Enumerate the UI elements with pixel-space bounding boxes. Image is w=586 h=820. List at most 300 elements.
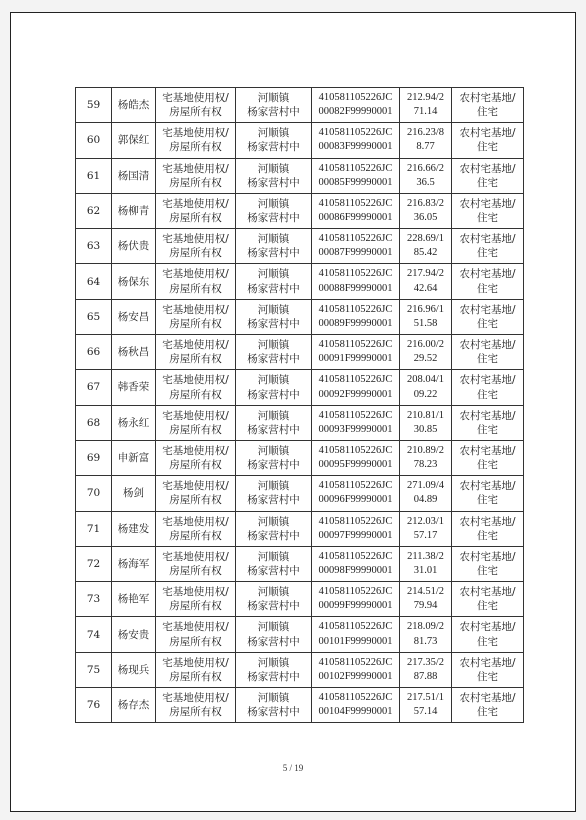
location-cell <box>236 335 312 370</box>
location-cell <box>236 652 312 687</box>
location-cell-line: 河顺镇 <box>257 162 290 175</box>
use-cell <box>452 652 524 687</box>
use-cell-line: 农村宅基地/ <box>459 197 516 210</box>
location-cell <box>236 688 312 723</box>
location-cell-line: 杨家营村中 <box>247 317 300 330</box>
use-cell-line: 住宅 <box>477 388 498 401</box>
code-cell-line: 00092F99990001 <box>318 388 393 400</box>
area-cell <box>400 546 452 581</box>
right-type-cell-line: 房屋所有权 <box>169 600 222 613</box>
right-type-cell <box>156 546 236 581</box>
right-type-cell-line: 宅基地使用权/ <box>162 480 229 493</box>
code-cell-line: 410581105226JC <box>318 409 393 421</box>
right-type-cell-line: 宅基地使用权/ <box>162 586 229 599</box>
location-cell-line: 杨家营村中 <box>247 388 300 401</box>
code-cell-line: 410581105226JC <box>318 303 393 315</box>
use-cell-line: 农村宅基地/ <box>459 162 516 175</box>
right-type-cell-line: 宅基地使用权/ <box>162 656 229 669</box>
table-row <box>76 582 524 617</box>
code-cell-line: 00096F99990001 <box>318 494 393 506</box>
area-cell-line: 212.03/1 <box>406 515 445 527</box>
code-cell-line: 00101F99990001 <box>318 635 393 647</box>
right-type-cell-line: 房屋所有权 <box>169 706 222 719</box>
row-number: 70 <box>76 476 112 511</box>
use-cell <box>452 546 524 581</box>
location-cell-line: 杨家营村中 <box>247 670 300 683</box>
area-cell-line: 87.88 <box>413 670 438 682</box>
location-cell <box>236 264 312 299</box>
right-type-cell-line: 宅基地使用权/ <box>162 127 229 140</box>
table-row <box>76 229 524 264</box>
area-cell-line: 57.17 <box>413 529 438 541</box>
code-cell <box>312 370 400 405</box>
location-cell-line: 河顺镇 <box>257 91 290 104</box>
code-cell-line: 00093F99990001 <box>318 423 393 435</box>
table-row <box>76 652 524 687</box>
code-cell-line: 00095F99990001 <box>318 459 393 471</box>
row-number: 71 <box>76 511 112 546</box>
area-cell-line: 81.73 <box>413 635 438 647</box>
area-cell-line: 78.23 <box>413 459 438 471</box>
location-cell <box>236 158 312 193</box>
table-row <box>76 370 524 405</box>
location-cell-line: 杨家营村中 <box>247 635 300 648</box>
row-number: 64 <box>76 264 112 299</box>
area-cell-line: 217.51/1 <box>406 692 445 704</box>
use-cell-line: 住宅 <box>477 459 498 472</box>
area-cell-line: 71.14 <box>413 106 438 118</box>
owner-name: 杨现兵 <box>112 652 156 687</box>
code-cell <box>312 299 400 334</box>
code-cell-line: 410581105226JC <box>318 339 393 351</box>
use-cell <box>452 370 524 405</box>
area-cell-line: 29.52 <box>413 353 438 365</box>
code-cell-line: 410581105226JC <box>318 692 393 704</box>
row-number: 75 <box>76 652 112 687</box>
use-cell-line: 住宅 <box>477 212 498 225</box>
location-cell <box>236 546 312 581</box>
area-cell-line: 85.42 <box>413 247 438 259</box>
location-cell-line: 杨家营村中 <box>247 176 300 189</box>
area-cell-line: 216.96/1 <box>406 303 445 315</box>
area-cell-line: 79.94 <box>413 600 438 612</box>
table-row <box>76 158 524 193</box>
code-cell <box>312 88 400 123</box>
use-cell-line: 住宅 <box>477 353 498 366</box>
use-cell <box>452 405 524 440</box>
use-cell-line: 农村宅基地/ <box>459 621 516 634</box>
right-type-cell-line: 宅基地使用权/ <box>162 162 229 175</box>
table-row <box>76 440 524 475</box>
right-type-cell <box>156 617 236 652</box>
use-cell-line: 住宅 <box>477 635 498 648</box>
area-cell <box>400 476 452 511</box>
right-type-cell <box>156 476 236 511</box>
right-type-cell-line: 宅基地使用权/ <box>162 374 229 387</box>
right-type-cell-line: 房屋所有权 <box>169 388 222 401</box>
use-cell-line: 住宅 <box>477 282 498 295</box>
registration-table <box>75 87 524 723</box>
right-type-cell-line: 房屋所有权 <box>169 282 222 295</box>
location-cell-line: 杨家营村中 <box>247 247 300 260</box>
table-row <box>76 123 524 158</box>
use-cell <box>452 335 524 370</box>
use-cell <box>452 264 524 299</box>
owner-name: 韩香荣 <box>112 370 156 405</box>
row-number: 72 <box>76 546 112 581</box>
location-cell-line: 河顺镇 <box>257 374 290 387</box>
table-row <box>76 511 524 546</box>
area-cell <box>400 582 452 617</box>
use-cell-line: 农村宅基地/ <box>459 409 516 422</box>
right-type-cell <box>156 335 236 370</box>
use-cell-line: 农村宅基地/ <box>459 339 516 352</box>
area-cell <box>400 617 452 652</box>
right-type-cell <box>156 688 236 723</box>
area-cell <box>400 299 452 334</box>
row-number: 62 <box>76 193 112 228</box>
use-cell <box>452 229 524 264</box>
right-type-cell-line: 房屋所有权 <box>169 317 222 330</box>
owner-name: 杨皓杰 <box>112 88 156 123</box>
table-row <box>76 299 524 334</box>
owner-name: 杨安贵 <box>112 617 156 652</box>
use-cell-line: 住宅 <box>477 317 498 330</box>
right-type-cell <box>156 123 236 158</box>
right-type-cell <box>156 299 236 334</box>
use-cell-line: 农村宅基地/ <box>459 91 516 104</box>
location-cell <box>236 476 312 511</box>
location-cell-line: 杨家营村中 <box>247 706 300 719</box>
location-cell-line: 杨家营村中 <box>247 529 300 542</box>
use-cell-line: 住宅 <box>477 670 498 683</box>
code-cell <box>312 582 400 617</box>
location-cell <box>236 299 312 334</box>
location-cell-line: 杨家营村中 <box>247 494 300 507</box>
right-type-cell <box>156 193 236 228</box>
right-type-cell <box>156 264 236 299</box>
use-cell-line: 住宅 <box>477 141 498 154</box>
code-cell-line: 00087F99990001 <box>318 247 393 259</box>
right-type-cell-line: 宅基地使用权/ <box>162 303 229 316</box>
location-cell <box>236 582 312 617</box>
area-cell-line: 211.38/2 <box>407 550 444 562</box>
use-cell-line: 住宅 <box>477 565 498 577</box>
right-type-cell-line: 房屋所有权 <box>169 494 222 507</box>
location-cell-line: 河顺镇 <box>257 480 290 493</box>
area-cell-line: 09.22 <box>413 388 438 400</box>
location-cell-line: 河顺镇 <box>257 692 290 705</box>
row-number: 60 <box>76 123 112 158</box>
location-cell-line: 河顺镇 <box>257 303 290 316</box>
code-cell-line: 410581105226JC <box>318 374 393 386</box>
area-cell <box>400 123 452 158</box>
code-cell <box>312 193 400 228</box>
area-cell <box>400 88 452 123</box>
area-cell-line: 208.04/1 <box>406 374 445 386</box>
use-cell-line: 住宅 <box>477 423 498 436</box>
right-type-cell-line: 宅基地使用权/ <box>162 515 229 528</box>
area-cell-line: 36.5 <box>416 176 435 188</box>
owner-name: 杨国清 <box>112 158 156 193</box>
location-cell-line: 河顺镇 <box>257 550 290 563</box>
code-cell-line: 410581105226JC <box>318 233 393 245</box>
code-cell-line: 00104F99990001 <box>318 706 393 718</box>
area-cell-line: 8.77 <box>416 141 435 153</box>
code-cell-line: 410581105226JC <box>318 550 393 562</box>
location-cell <box>236 229 312 264</box>
table-row <box>76 405 524 440</box>
code-cell-line: 410581105226JC <box>318 621 393 633</box>
code-cell-line: 00098F99990001 <box>318 565 393 576</box>
table-body <box>76 88 524 723</box>
code-cell <box>312 158 400 193</box>
use-cell-line: 住宅 <box>477 176 498 189</box>
owner-name: 杨秋昌 <box>112 335 156 370</box>
location-cell-line: 杨家营村中 <box>247 282 300 295</box>
use-cell <box>452 158 524 193</box>
right-type-cell <box>156 158 236 193</box>
owner-name: 杨存杰 <box>112 688 156 723</box>
area-cell-line: 42.64 <box>413 282 438 294</box>
right-type-cell-line: 房屋所有权 <box>169 635 222 648</box>
area-cell-line: 271.09/4 <box>406 480 445 492</box>
code-cell <box>312 617 400 652</box>
location-cell-line: 河顺镇 <box>257 127 290 140</box>
right-type-cell <box>156 229 236 264</box>
use-cell-line: 农村宅基地/ <box>459 127 516 140</box>
code-cell-line: 00102F99990001 <box>318 670 393 682</box>
table-row <box>76 617 524 652</box>
row-number: 68 <box>76 405 112 440</box>
code-cell-line: 410581105226JC <box>318 656 393 668</box>
area-cell-line: 216.23/8 <box>406 127 445 139</box>
use-cell-line: 住宅 <box>477 600 498 613</box>
row-number: 63 <box>76 229 112 264</box>
right-type-cell-line: 房屋所有权 <box>169 176 222 189</box>
owner-name: 杨安昌 <box>112 299 156 334</box>
code-cell-line: 00082F99990001 <box>318 106 393 118</box>
owner-name: 杨艳军 <box>112 582 156 617</box>
owner-name: 杨永红 <box>112 405 156 440</box>
area-cell-line: 216.00/2 <box>406 339 445 351</box>
area-cell-line: 51.58 <box>413 317 438 329</box>
area-cell-line: 04.89 <box>413 494 438 506</box>
area-cell-line: 216.66/2 <box>406 162 445 174</box>
location-cell <box>236 440 312 475</box>
location-cell-line: 杨家营村中 <box>247 141 300 154</box>
area-cell-line: 36.05 <box>413 212 438 224</box>
page-number: 5 / 19 <box>282 763 304 773</box>
location-cell <box>236 88 312 123</box>
area-cell-line: 57.14 <box>413 706 438 718</box>
code-cell <box>312 123 400 158</box>
code-cell <box>312 688 400 723</box>
right-type-cell-line: 房屋所有权 <box>169 353 222 366</box>
location-cell <box>236 405 312 440</box>
right-type-cell <box>156 652 236 687</box>
code-cell-line: 00091F99990001 <box>318 353 393 365</box>
use-cell-line: 农村宅基地/ <box>459 480 516 493</box>
right-type-cell-line: 房屋所有权 <box>169 529 222 542</box>
area-cell-line: 210.89/2 <box>406 444 445 456</box>
area-cell-line: 212.94/2 <box>406 91 445 103</box>
code-cell <box>312 546 400 581</box>
location-cell-line: 河顺镇 <box>257 197 290 210</box>
owner-name: 杨建发 <box>112 511 156 546</box>
code-cell-line: 410581105226JC <box>318 586 393 598</box>
use-cell <box>452 193 524 228</box>
area-cell <box>400 229 452 264</box>
code-cell-line: 410581105226JC <box>318 162 393 174</box>
table-row <box>76 88 524 123</box>
location-cell <box>236 511 312 546</box>
area-cell <box>400 652 452 687</box>
code-cell-line: 00085F99990001 <box>318 176 393 188</box>
area-cell-line: 217.35/2 <box>406 656 445 668</box>
use-cell-line: 农村宅基地/ <box>459 586 516 599</box>
right-type-cell-line: 房屋所有权 <box>169 106 222 119</box>
code-cell <box>312 335 400 370</box>
location-cell <box>236 370 312 405</box>
right-type-cell-line: 宅基地使用权/ <box>162 692 229 705</box>
use-cell <box>452 511 524 546</box>
location-cell-line: 杨家营村中 <box>247 212 300 225</box>
area-cell-line: 228.69/1 <box>406 233 445 245</box>
owner-name: 杨剑 <box>112 476 156 511</box>
row-number: 65 <box>76 299 112 334</box>
use-cell <box>452 299 524 334</box>
use-cell-line: 住宅 <box>477 494 498 507</box>
use-cell-line: 住宅 <box>477 247 498 260</box>
owner-name: 杨保东 <box>112 264 156 299</box>
right-type-cell-line: 房屋所有权 <box>169 141 222 154</box>
area-cell <box>400 193 452 228</box>
use-cell-line: 农村宅基地/ <box>459 656 516 669</box>
right-type-cell-line: 宅基地使用权/ <box>162 550 229 563</box>
right-type-cell-line: 房屋所有权 <box>169 247 222 260</box>
location-cell-line: 河顺镇 <box>257 586 290 599</box>
code-cell-line: 00089F99990001 <box>318 317 393 329</box>
area-cell-line: 30.85 <box>413 423 438 435</box>
right-type-cell-line: 房屋所有权 <box>169 212 222 225</box>
use-cell <box>452 476 524 511</box>
row-number: 66 <box>76 335 112 370</box>
code-cell-line: 410581105226JC <box>318 444 393 456</box>
use-cell-line: 农村宅基地/ <box>459 374 516 387</box>
right-type-cell <box>156 370 236 405</box>
right-type-cell-line: 宅基地使用权/ <box>162 91 229 104</box>
area-cell <box>400 158 452 193</box>
code-cell <box>312 476 400 511</box>
use-cell <box>452 582 524 617</box>
owner-name: 申新富 <box>112 440 156 475</box>
code-cell <box>312 229 400 264</box>
area-cell <box>400 370 452 405</box>
use-cell <box>452 123 524 158</box>
right-type-cell-line: 宅基地使用权/ <box>162 621 229 634</box>
area-cell-line: 216.83/2 <box>406 197 445 209</box>
location-cell-line: 杨家营村中 <box>247 423 300 436</box>
code-cell-line: 00099F99990001 <box>318 600 393 612</box>
use-cell-line: 农村宅基地/ <box>459 233 516 246</box>
table-row <box>76 264 524 299</box>
code-cell-line: 00088F99990001 <box>318 282 393 294</box>
use-cell <box>452 440 524 475</box>
owner-name: 杨伏贵 <box>112 229 156 264</box>
area-cell <box>400 335 452 370</box>
right-type-cell <box>156 405 236 440</box>
right-type-cell-line: 宅基地使用权/ <box>162 197 229 210</box>
right-type-cell-line: 房屋所有权 <box>169 423 222 436</box>
location-cell-line: 河顺镇 <box>257 656 290 669</box>
table-row <box>76 546 524 581</box>
right-type-cell <box>156 440 236 475</box>
use-cell-line: 农村宅基地/ <box>459 444 516 457</box>
use-cell-line: 农村宅基地/ <box>459 303 516 316</box>
owner-name: 杨海军 <box>112 546 156 581</box>
row-number: 69 <box>76 440 112 475</box>
use-cell-line: 农村宅基地/ <box>459 268 516 281</box>
right-type-cell-line: 宅基地使用权/ <box>162 339 229 352</box>
owner-name: 郭保红 <box>112 123 156 158</box>
use-cell <box>452 688 524 723</box>
owner-name: 杨柳青 <box>112 193 156 228</box>
right-type-cell-line: 宅基地使用权/ <box>162 409 229 422</box>
location-cell-line: 河顺镇 <box>257 268 290 281</box>
code-cell-line: 410581105226JC <box>318 91 393 103</box>
row-number: 76 <box>76 688 112 723</box>
area-cell-line: 210.81/1 <box>406 409 445 421</box>
use-cell-line: 农村宅基地/ <box>459 692 516 705</box>
table-row <box>76 335 524 370</box>
right-type-cell-line: 房屋所有权 <box>169 565 222 577</box>
code-cell-line: 410581105226JC <box>318 480 393 492</box>
location-cell <box>236 617 312 652</box>
code-cell <box>312 652 400 687</box>
area-cell-line: 214.51/2 <box>406 586 445 598</box>
code-cell-line: 410581105226JC <box>318 127 393 139</box>
use-cell-line: 农村宅基地/ <box>459 550 516 563</box>
area-cell <box>400 264 452 299</box>
right-type-cell-line: 宅基地使用权/ <box>162 444 229 457</box>
code-cell-line: 410581105226JC <box>318 268 393 280</box>
table-row <box>76 688 524 723</box>
location-cell-line: 杨家营村中 <box>247 353 300 366</box>
location-cell-line: 河顺镇 <box>257 444 290 457</box>
row-number: 73 <box>76 582 112 617</box>
use-cell-line: 住宅 <box>477 529 498 542</box>
location-cell-line: 杨家营村中 <box>247 459 300 472</box>
right-type-cell-line: 房屋所有权 <box>169 670 222 683</box>
row-number: 74 <box>76 617 112 652</box>
area-cell <box>400 688 452 723</box>
use-cell-line: 住宅 <box>477 706 498 719</box>
use-cell-line: 农村宅基地/ <box>459 515 516 528</box>
location-cell <box>236 193 312 228</box>
location-cell-line: 杨家营村中 <box>247 565 300 577</box>
right-type-cell <box>156 88 236 123</box>
use-cell <box>452 88 524 123</box>
location-cell-line: 河顺镇 <box>257 621 290 634</box>
right-type-cell <box>156 582 236 617</box>
location-cell <box>236 123 312 158</box>
right-type-cell-line: 宅基地使用权/ <box>162 233 229 246</box>
use-cell <box>452 617 524 652</box>
area-cell-line: 217.94/2 <box>406 268 445 280</box>
location-cell-line: 河顺镇 <box>257 233 290 246</box>
code-cell <box>312 440 400 475</box>
